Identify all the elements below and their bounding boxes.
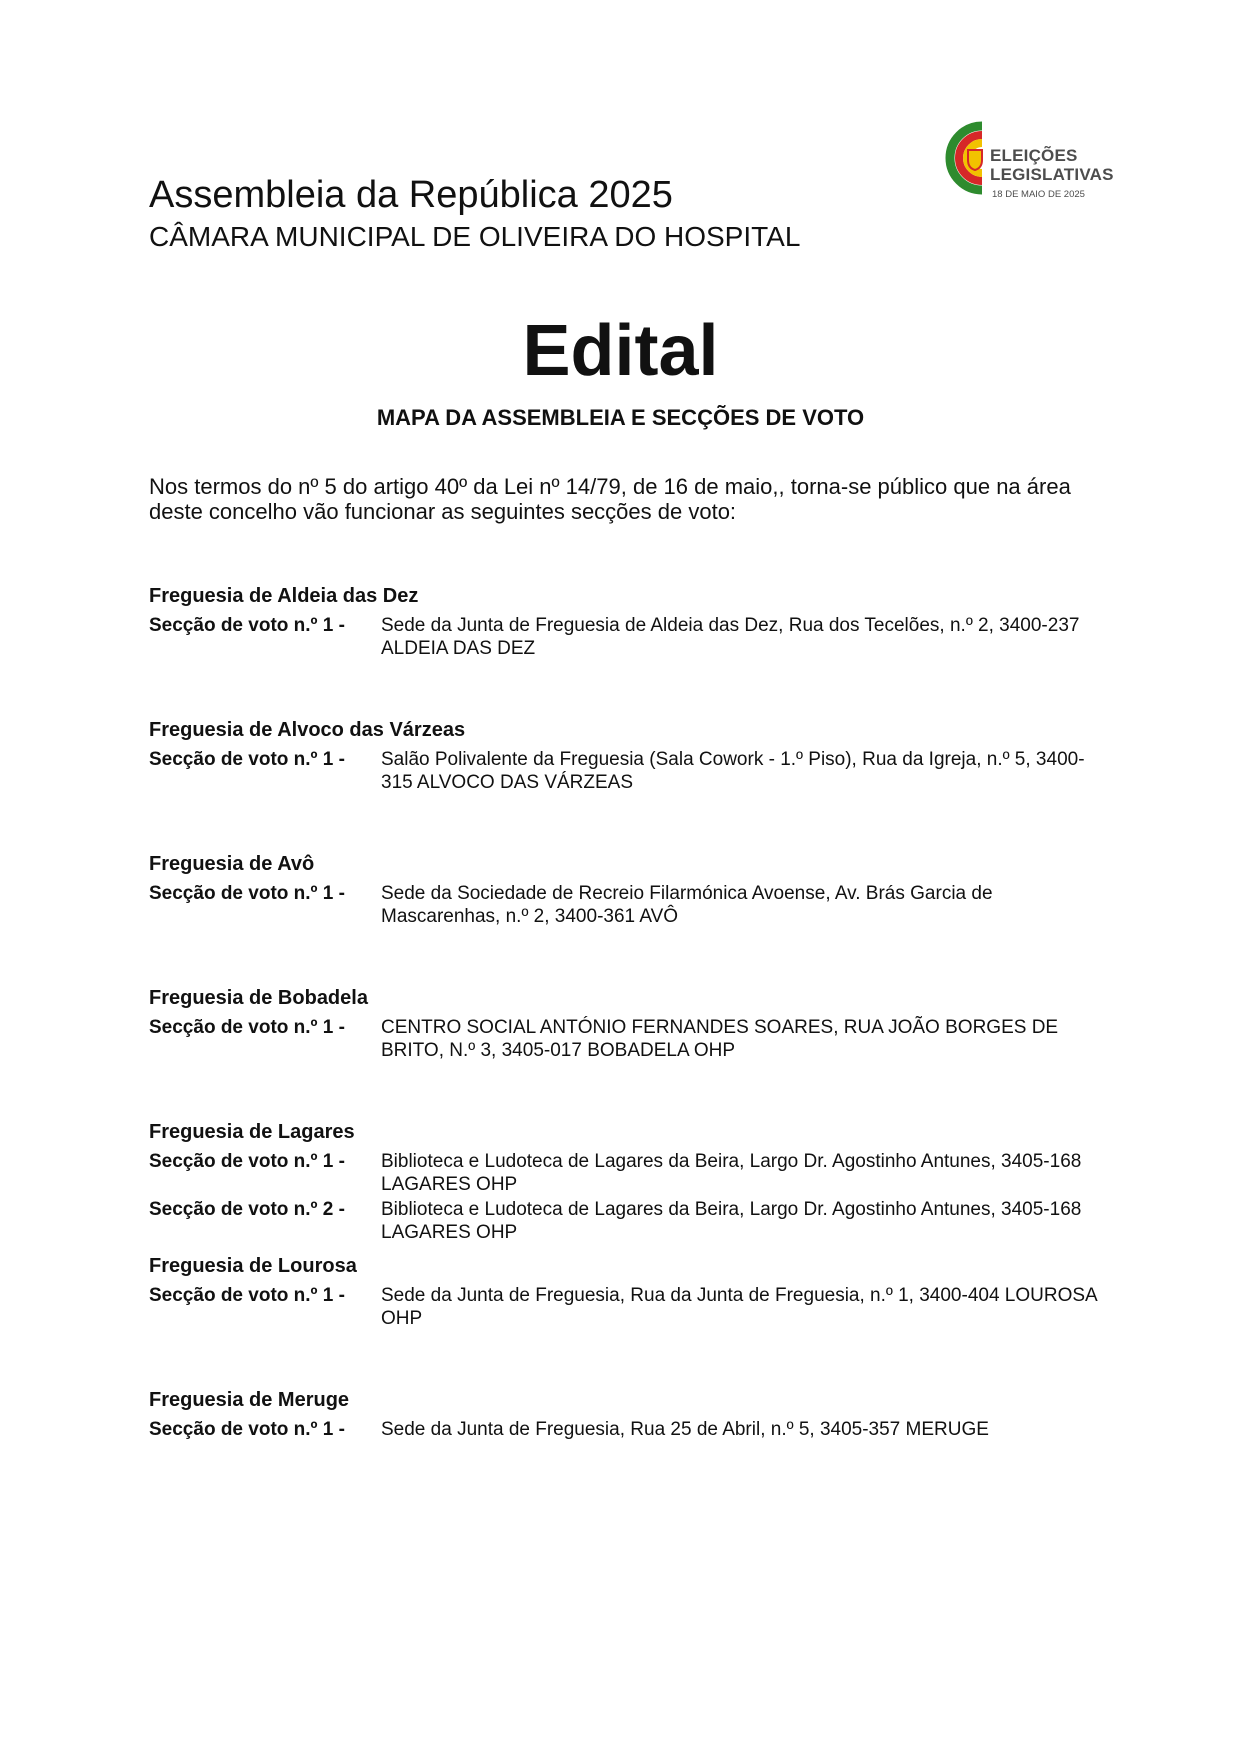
section-label: Secção de voto n.º 1 - — [149, 883, 345, 904]
intro-paragraph: Nos termos do nº 5 do artigo 40º da Lei nº 14/79, de 16 de maio,, torna-se público que na área deste concelho vão funcionar as seguintes secções de voto: — [149, 474, 1071, 524]
voting-section — [149, 1198, 1109, 1244]
parish-block — [149, 1254, 1109, 1388]
section-address: Biblioteca e Ludoteca de Lagares da Beira, Largo Dr. Agostinho Antunes, 3405-168 LAGARES OHP — [381, 1199, 1082, 1243]
section-address: Biblioteca e Ludoteca de Lagares da Beira, Largo Dr. Agostinho Antunes, 3405-168 LAGARES OHP — [381, 1151, 1082, 1195]
parish-block — [149, 1388, 1109, 1522]
parish-block — [149, 584, 1109, 718]
parish-name: Freguesia de Alvoco das Várzeas — [149, 719, 466, 741]
header-subtitle: CÂMARA MUNICIPAL DE OLIVEIRA DO HOSPITAL — [149, 221, 801, 252]
parish-name: Freguesia de Avô — [149, 853, 315, 875]
parish-block — [149, 852, 1109, 986]
parish-name: Freguesia de Aldeia das Dez — [149, 585, 419, 607]
section-label: Secção de voto n.º 1 - — [149, 1419, 345, 1440]
document-subtitle: MAPA DA ASSEMBLEIA E SECÇÕES DE VOTO — [376, 405, 865, 430]
section-label: Secção de voto n.º 1 - — [149, 1151, 345, 1172]
logo-line-2: LEGISLATIVAS — [990, 165, 1114, 184]
parish-name: Freguesia de Meruge — [149, 1389, 350, 1411]
elections-logo — [938, 120, 1114, 206]
voting-section — [149, 882, 1109, 928]
section-address: Sede da Junta de Freguesia, Rua 25 de Abril, n.º 5, 3405-357 MERUGE — [381, 1419, 989, 1440]
section-label: Secção de voto n.º 1 - — [149, 615, 345, 636]
voting-section — [149, 614, 1109, 660]
parish-block — [149, 718, 1109, 852]
section-address: CENTRO SOCIAL ANTÓNIO FERNANDES SOARES, RUA JOÃO BORGES DE BRITO, N.º 3, 3405-017 BOBADELA OHP — [381, 1017, 1059, 1061]
document-title: Edital — [522, 311, 719, 391]
section-address: Sede da Junta de Freguesia de Aldeia das Dez, Rua dos Tecelões, n.º 2, 3400-237 ALDEIA DAS DEZ — [381, 615, 1080, 659]
voting-section — [149, 1016, 1109, 1062]
parish-list — [149, 584, 1109, 1522]
voting-section — [149, 748, 1109, 794]
logo-wordmark — [990, 146, 1114, 184]
logo-date: 18 DE MAIO DE 2025 — [992, 189, 1085, 200]
elections-emblem-icon — [938, 120, 990, 196]
section-address: Sede da Junta de Freguesia, Rua da Junta de Freguesia, n.º 1, 3400-404 LOUROSA OHP — [381, 1285, 1097, 1329]
voting-section — [149, 1284, 1109, 1330]
parish-block — [149, 1120, 1109, 1254]
section-label: Secção de voto n.º 1 - — [149, 749, 345, 770]
section-label: Secção de voto n.º 2 - — [149, 1199, 345, 1220]
section-address: Salão Polivalente da Freguesia (Sala Cowork - 1.º Piso), Rua da Igreja, n.º 5, 3400-315 ALVOCO DAS VÁRZEAS — [381, 749, 1085, 793]
section-address: Sede da Sociedade de Recreio Filarmónica Avoense, Av. Brás Garcia de Mascarenhas, n.º 2, 3400-361 AVÔ — [381, 883, 993, 927]
parish-name: Freguesia de Lagares — [149, 1121, 355, 1143]
parish-name: Freguesia de Bobadela — [149, 987, 368, 1009]
parish-block — [149, 986, 1109, 1120]
section-label: Secção de voto n.º 1 - — [149, 1285, 345, 1306]
voting-section — [149, 1418, 1109, 1441]
logo-line-1: ELEIÇÕES — [990, 146, 1078, 165]
parish-name: Freguesia de Lourosa — [149, 1255, 357, 1277]
section-label: Secção de voto n.º 1 - — [149, 1017, 345, 1038]
voting-section — [149, 1150, 1109, 1196]
header-title: Assembleia da República 2025 — [149, 174, 673, 216]
